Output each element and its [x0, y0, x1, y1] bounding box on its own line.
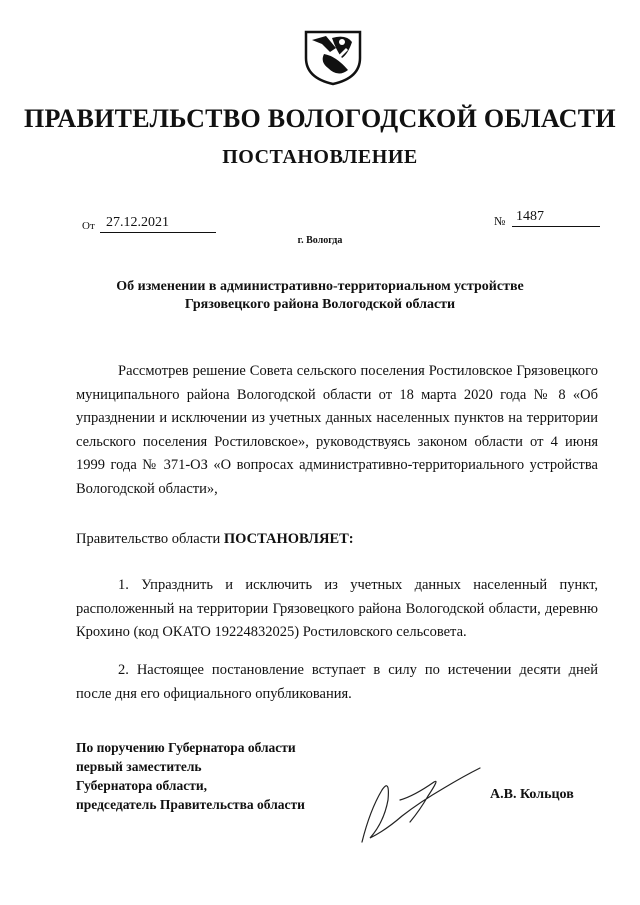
signatory-line-4: председатель Правительства области [76, 797, 305, 812]
document-number: 1487 [512, 208, 600, 227]
document-type: ПОСТАНОВЛЕНИЕ [222, 146, 418, 168]
resolves-paragraph [76, 528, 598, 552]
document-subject [100, 278, 540, 314]
clause-1: 1. Упразднить и исключить из учетных данных населенный пункт, расположенный на территории Грязовецкого района Вологодской области, деревню Крохино (код ОКАТО 19224832025) Ростиловского сельсовета. [76, 577, 598, 640]
government-title: ПРАВИТЕЛЬСТВО ВОЛОГОДСКОЙ ОБЛАСТИ [24, 104, 616, 133]
city: г. Вологда [297, 235, 343, 246]
number-prefix: № [494, 214, 506, 228]
resolves-text: Правительство области [76, 531, 221, 547]
document-date: 27.12.2021 [100, 214, 216, 233]
clause-2: 2. Настоящее постановление вступает в силу по истечении десяти дней после дня его официального опубликования. [76, 662, 598, 702]
signatory-line-3: Губернатора области, [76, 778, 207, 793]
signatory-title [76, 738, 305, 814]
handwritten-signature-icon [340, 760, 490, 850]
subject-line-2: Грязовецкого района Вологодской области [184, 297, 456, 312]
date-prefix: От [82, 220, 95, 232]
signer-name: А.В. Кольцов [490, 787, 574, 802]
signatory-line-1: По поручению Губернатора области [76, 740, 296, 755]
signatory-line-2: первый заместитель [76, 759, 202, 774]
vologda-oblast-coat-of-arms-icon [302, 28, 364, 86]
resolves-keyword: ПОСТАНОВЛЯЕТ: [223, 531, 354, 547]
subject-line-1: Об изменении в административно-территориальном устройстве [116, 279, 524, 294]
preamble-paragraph: Рассмотрев решение Совета сельского поселения Ростиловское Грязовецкого муниципального района Вологодской области от 18 марта 2020 года № 8 «Об упразднении и исключении из учетных данных населенных пунктов на территории сельского поселения Ростиловское», руководствуясь законом области от 4 июня 1999 года № 371-ОЗ «О вопросах административно-территориального устройства Вологодской области», [76, 363, 598, 497]
